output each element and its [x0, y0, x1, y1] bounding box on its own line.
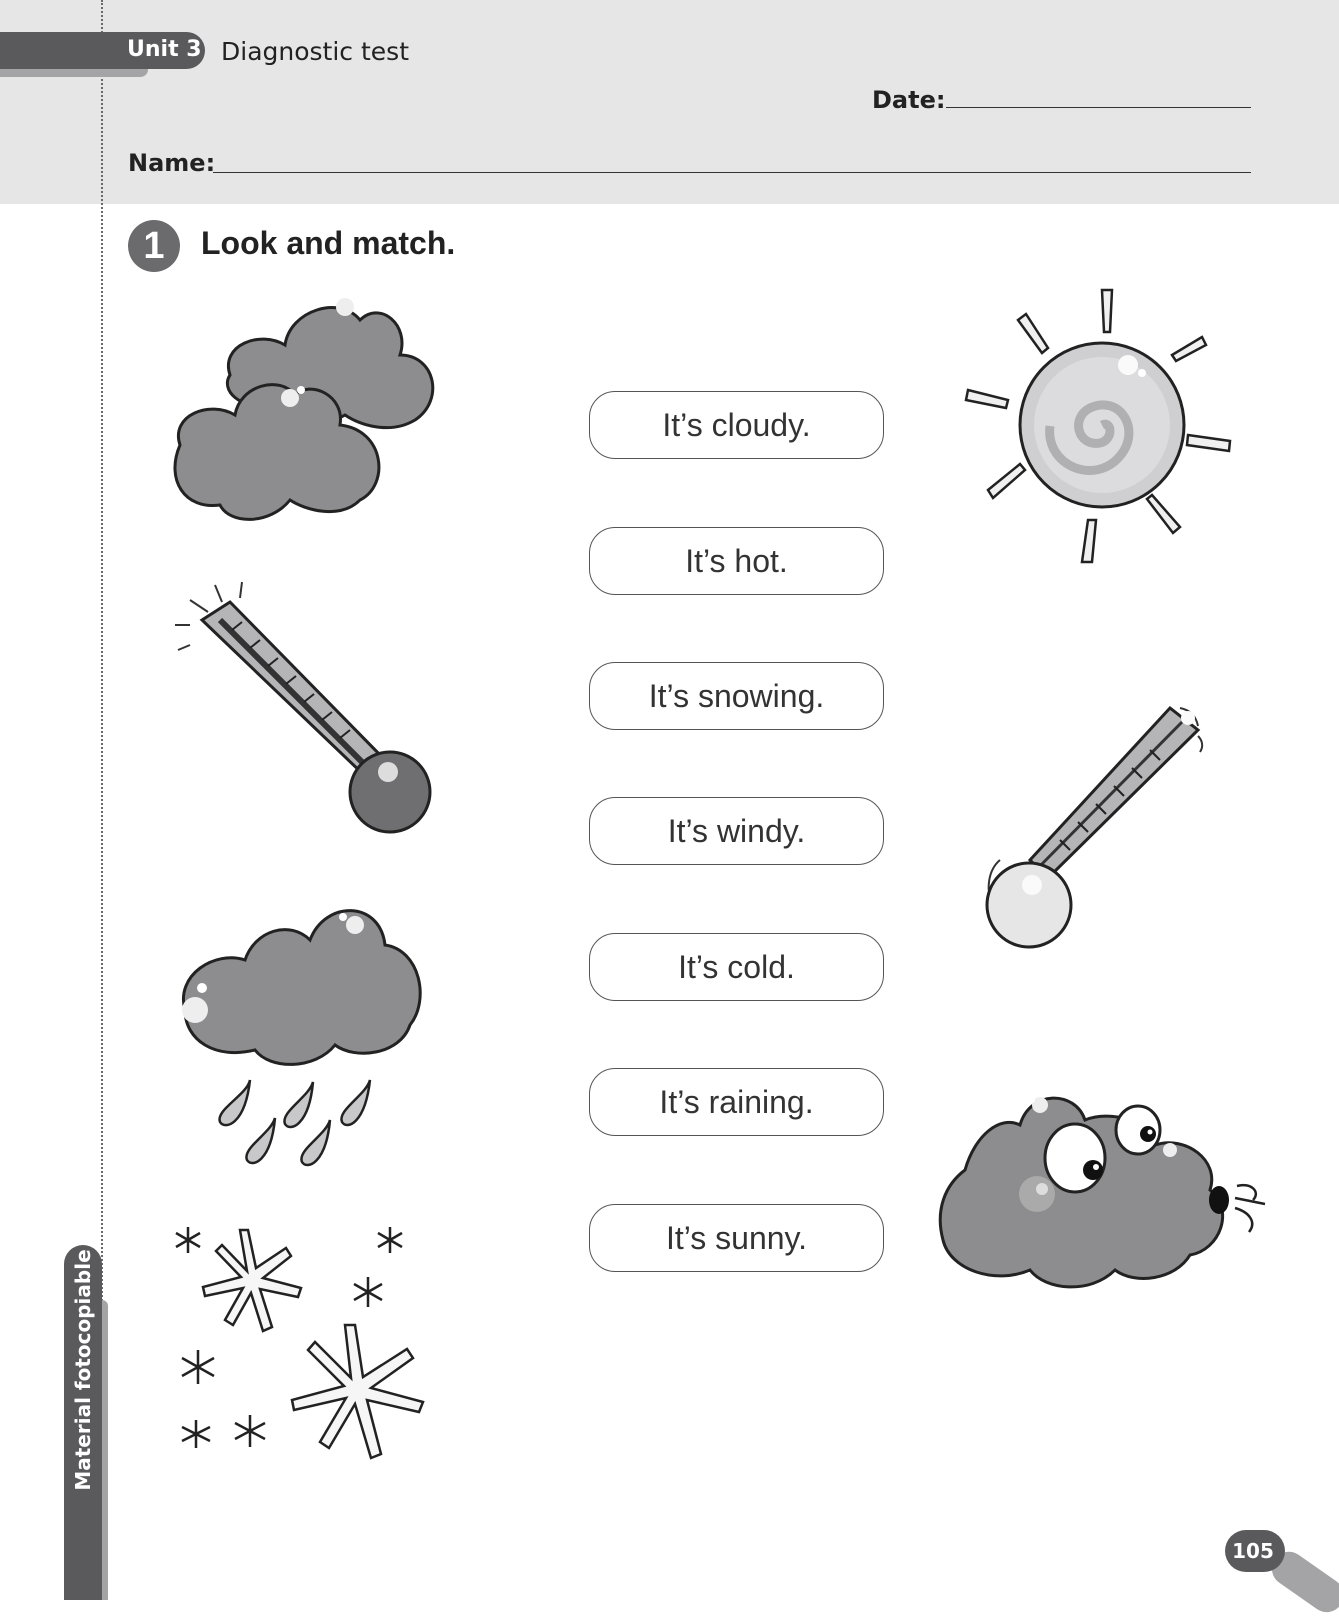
option-pill[interactable]: It’s cloudy.	[589, 391, 884, 459]
date-label: Date:	[872, 86, 946, 114]
name-label: Name:	[128, 149, 216, 177]
option-pill[interactable]: It’s windy.	[589, 797, 884, 865]
windy-cloud-icon[interactable]	[935, 1090, 1275, 1295]
name-field[interactable]	[213, 172, 1251, 173]
option-pill[interactable]: It’s hot.	[589, 527, 884, 595]
snowflakes-icon[interactable]	[170, 1215, 440, 1480]
unit-label: Unit 3	[127, 37, 202, 62]
cold-thermometer-icon[interactable]	[970, 700, 1240, 970]
sun-icon[interactable]	[960, 285, 1240, 565]
option-pill[interactable]: It’s cold.	[589, 933, 884, 1001]
exercise-instruction: Look and match.	[201, 225, 456, 261]
clouds-icon[interactable]	[160, 285, 450, 545]
rain-cloud-icon[interactable]	[175, 900, 435, 1170]
option-pill[interactable]: It’s raining.	[589, 1068, 884, 1136]
side-tab-label: Material fotocopiable	[71, 1249, 95, 1491]
date-field[interactable]	[946, 107, 1251, 108]
hot-thermometer-icon[interactable]	[170, 580, 440, 840]
exercise-number: 1	[128, 220, 180, 272]
test-title: Diagnostic test	[221, 37, 410, 66]
option-pill[interactable]: It’s snowing.	[589, 662, 884, 730]
option-pill[interactable]: It’s sunny.	[589, 1204, 884, 1272]
page-number: 105	[1232, 1539, 1274, 1563]
